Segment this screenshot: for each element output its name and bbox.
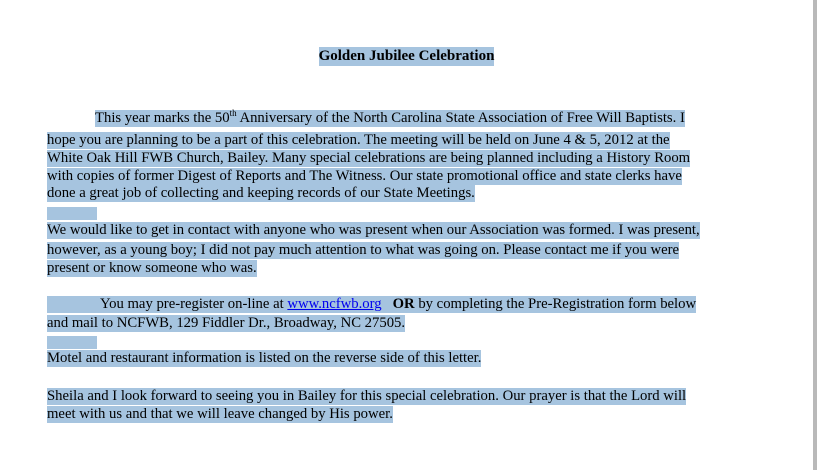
title-text: Golden Jubilee Celebration (318, 48, 495, 64)
paragraph-4-line-1: Motel and restaurant information is listed on the reverse side of this letter. (47, 350, 482, 366)
paragraph-5-line-2: meet with us and that we will leave changed by His power. (47, 406, 393, 422)
or-emphasis: OR (392, 296, 415, 312)
paragraph-1-line-2: hope you are planning to be a part of this celebration. The meeting will be held on June 4 & 5, 2012 at the (47, 132, 670, 148)
ordinal-suffix: th (229, 108, 237, 119)
paragraph-3-line-2: and mail to NCFWB, 129 Fiddler Dr., Broadway, NC 27505. (47, 315, 406, 331)
paragraph-1-line-3: White Oak Hill FWB Church, Bailey. Many special celebrations are being planned including a History Room (47, 150, 691, 166)
p3-line1-rest: by completing the Pre-Registration form below (414, 296, 697, 312)
document-title (0, 47, 813, 66)
paragraph-2-line-3: present or know someone who was. (47, 260, 257, 276)
paragraph-2-line-2: however, as a young boy; I did not pay much attention to what was going on. Please contact me if you were (47, 242, 680, 258)
page-edge (813, 0, 817, 470)
paragraph-1-line-4: with copies of former Digest of Reports and The Witness. Our state promotional office and state clerks have (47, 168, 682, 184)
selected-empty-line (47, 207, 97, 220)
website-link[interactable]: www.ncfwb.org (287, 296, 382, 312)
p1-line1-rest: Anniversary of the North Carolina State Association of Free Will Baptists. I (236, 110, 685, 126)
p3-line1-text: You may pre-register on-line at (100, 296, 288, 312)
paragraph-1-line-1 (95, 110, 685, 127)
paragraph-5-line-1: Sheila and I look forward to seeing you in Bailey for this special celebration. Our prayer is that the Lord will (47, 388, 687, 404)
p1-line1-text: This year marks the 50 (95, 110, 230, 126)
paragraph-1-line-5: done a great job of collecting and keeping records of our State Meetings. (47, 185, 475, 201)
selected-empty-line-2 (47, 336, 97, 349)
paragraph-3-line-1 (47, 296, 696, 313)
paragraph-2-line-1: We would like to get in contact with anyone who was present when our Association was formed. I was present, (47, 222, 700, 238)
